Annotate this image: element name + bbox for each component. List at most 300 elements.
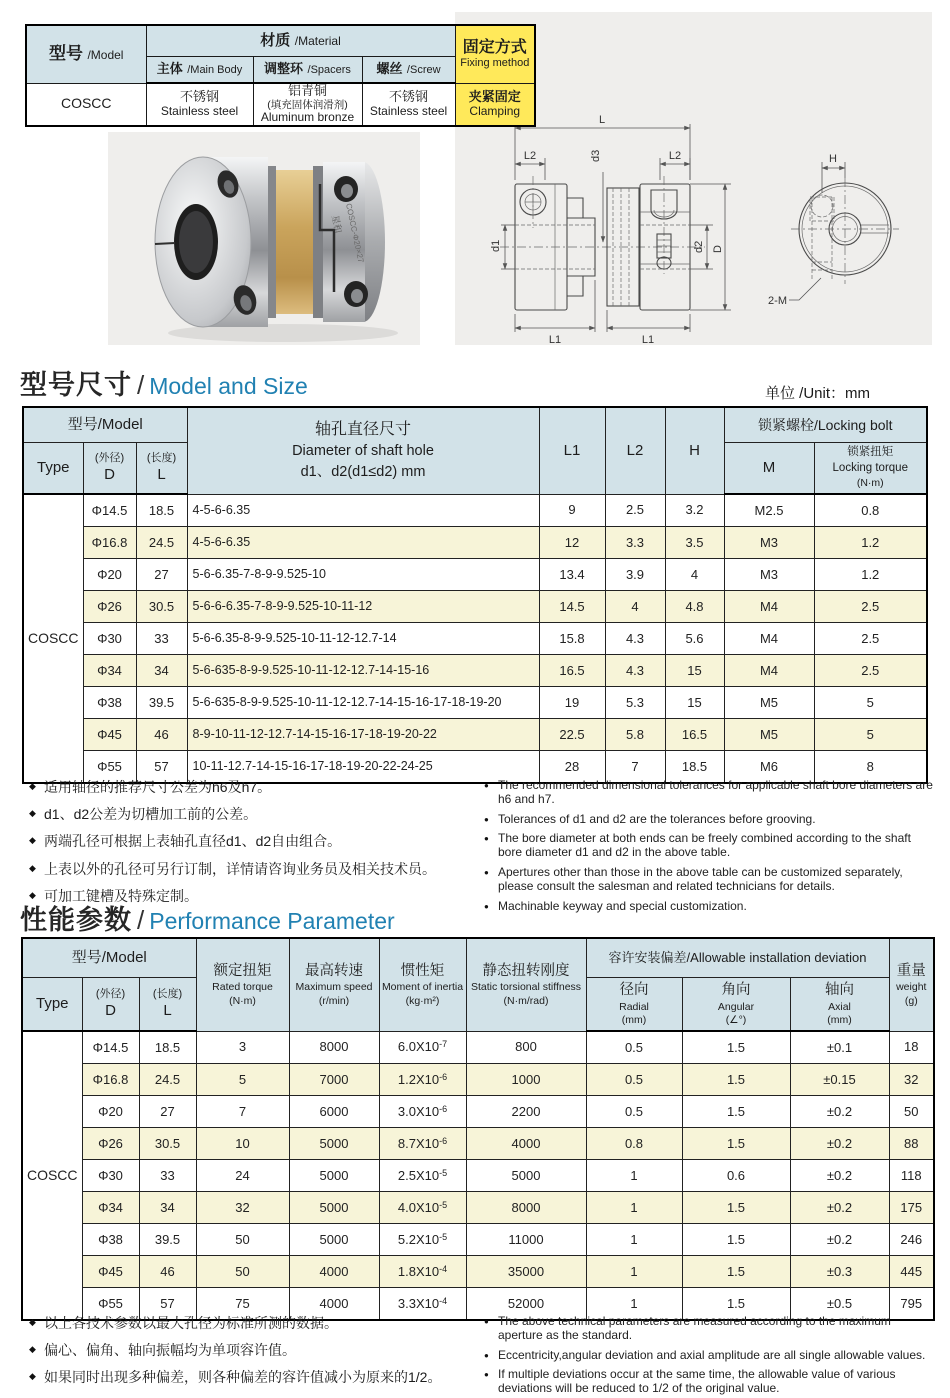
size-table-body (23, 494, 927, 783)
model-value-cell (26, 83, 146, 126)
perf-radial-cell: 0.5 (586, 1031, 682, 1064)
inertia-exponent: -4 (439, 1295, 448, 1306)
inertia-exponent: -5 (439, 1231, 448, 1242)
size-bores-cell: 5-6-635-8-9-9.525-10-11-12-12.7-14-15-16-17-18-19-20 (187, 687, 539, 719)
size-torque-cell: 5 (814, 719, 927, 751)
size-l-cell: 46 (136, 719, 187, 751)
inertia-en: Moment of inertia (381, 981, 464, 994)
perf-axial-cell: ±0.2 (790, 1160, 889, 1192)
dim-label-d2: d2 (693, 240, 705, 253)
inertia-exponent: -7 (439, 1039, 448, 1050)
inertia-exponent: -6 (439, 1135, 448, 1146)
perf-table-row (22, 1256, 934, 1288)
perf-torque-cell: 24 (196, 1160, 289, 1192)
perf-l-cell: 24.5 (139, 1064, 196, 1096)
perf-torque-cell: 7 (196, 1096, 289, 1128)
dim-label-2M: 2-M (768, 295, 787, 307)
dim-label-L2-right: L2 (668, 150, 682, 162)
size-l-cell: 24.5 (136, 527, 187, 559)
perf-radial-cell: 1 (586, 1192, 682, 1224)
perf-inertia-cell: $1.8X10^{-4}$ (379, 1256, 466, 1288)
size-model-group-header: 型号/Model (23, 407, 187, 443)
coupling-groove-left (268, 166, 276, 318)
size-bores-cell: 8-9-10-11-12-12.7-14-15-16-17-18-19-20-22 (187, 719, 539, 751)
size-l2-cell: 7 (605, 751, 665, 784)
size-table-row (23, 655, 927, 687)
perf-axial-cell: ±0.15 (790, 1064, 889, 1096)
angular-en: Angular (717, 1000, 755, 1013)
screw-value-cell (362, 83, 455, 126)
inertia-exponent: -6 (439, 1103, 448, 1114)
stiffness-cn: 静态扭转刚度 (482, 962, 570, 979)
perf-inertia-cell: $4.0X10^{-5}$ (379, 1192, 466, 1224)
perf-d-cell: Φ30 (82, 1160, 139, 1192)
side-view (490, 114, 731, 345)
spacers-value-cell (253, 83, 362, 126)
size-h-cell: 16.5 (665, 719, 724, 751)
inertia-header (379, 938, 466, 1031)
perf-stiffness-cell: 8000 (466, 1192, 586, 1224)
perf-axial-cell: ±0.5 (790, 1288, 889, 1321)
note-item: ◆ 适用轴径的推荐尺寸公差为h6及h7。 (28, 778, 473, 796)
size-table-row (23, 559, 927, 591)
material-header-cn: 材质 (260, 31, 291, 49)
size-torque-cell: 1.2 (814, 527, 927, 559)
perf-stiffness-cell: 11000 (466, 1224, 586, 1256)
perf-table-body (22, 1031, 934, 1320)
shaft-hole-cn: 轴孔直径尺寸 (314, 421, 411, 439)
stiffness-en: Static torsional stiffness (470, 981, 582, 994)
perf-inertia-cell: $2.5X10^{-5}$ (379, 1160, 466, 1192)
size-l2-cell: 3.3 (605, 527, 665, 559)
perf-d-cell: Φ34 (82, 1192, 139, 1224)
screw-en: Stainless steel (369, 103, 448, 118)
size-l2-header: L2 (605, 407, 665, 494)
perf-inertia-cell: $5.2X10^{-5}$ (379, 1224, 466, 1256)
size-m-cell: M3 (724, 559, 814, 591)
perf-table-row (22, 1224, 934, 1256)
size-h-cell: 4 (665, 559, 724, 591)
size-title-cn: 型号尺寸 (20, 370, 132, 400)
size-d-cell: Φ55 (83, 751, 136, 784)
d-header-letter: D (104, 465, 115, 483)
size-torque-cell: 2.5 (814, 655, 927, 687)
model-header-cell (26, 25, 146, 83)
material-table (25, 24, 536, 127)
weight-header (889, 938, 934, 1031)
inertia-unit: (kg·m²) (405, 994, 440, 1007)
rated-torque-header (196, 938, 289, 1031)
size-table-row (23, 527, 927, 559)
perf-angular-cell: 1.5 (682, 1064, 790, 1096)
main-body-cn: 不锈钢 (179, 89, 219, 105)
note-item: ◆ 如果同时出现多种偏差，则各种偏差的容许值减小为原来的1/2。 (28, 1368, 473, 1386)
perf-stiffness-cell: 35000 (466, 1256, 586, 1288)
fixing-en: Clamping (469, 103, 521, 118)
radial-cn: 径向 (619, 982, 649, 999)
note-item: ● Eccentricity,angular deviation and axial amplitude are all single allowable values. (482, 1349, 934, 1363)
size-torque-cell: 2.5 (814, 623, 927, 655)
perf-stiffness-cell: 1000 (466, 1064, 586, 1096)
axial-header (790, 978, 889, 1032)
size-d-header (83, 443, 136, 495)
main-body-header-cell (146, 57, 253, 84)
size-torque-cell: 8 (814, 751, 927, 784)
size-m-cell: M4 (724, 623, 814, 655)
perf-section-title (20, 898, 395, 937)
radial-header (586, 978, 682, 1032)
perf-d-cell: Φ16.8 (82, 1064, 139, 1096)
perf-l-cell: 46 (139, 1256, 196, 1288)
size-bores-cell: 5-6-635-8-9-9.525-10-11-12-12.7-14-15-16 (187, 655, 539, 687)
locking-torque-cn: 锁紧扭矩 (847, 446, 894, 459)
perf-axial-cell: ±0.3 (790, 1256, 889, 1288)
note-item: ◆ d1、d2公差为切槽加工前的公差。 (28, 805, 473, 823)
size-bores-cell: 4-5-6-6.35 (187, 527, 539, 559)
size-h-cell: 15 (665, 687, 724, 719)
note-item: ◆ 以上各技术参数以最大孔径为标准所测的数据。 (28, 1314, 473, 1332)
perf-axial-cell: ±0.2 (790, 1128, 889, 1160)
material-header-en: /Material (294, 33, 341, 48)
perf-stiffness-cell: 800 (466, 1031, 586, 1064)
screw-header-cell (362, 57, 455, 84)
note-item: ● Machinable keyway and special customization. (482, 900, 934, 914)
type-value-cell: COSCC (22, 1031, 82, 1320)
size-l2-cell: 5.8 (605, 719, 665, 751)
note-item: ◆ 偏心、偏角、轴向振幅均为单项容许值。 (28, 1341, 473, 1359)
perf-notes-en-list (482, 1315, 934, 1396)
inertia-exponent: -4 (439, 1263, 448, 1274)
size-table-row (23, 623, 927, 655)
perf-torque-cell: 10 (196, 1128, 289, 1160)
size-l1-header: L1 (539, 407, 605, 494)
spacers-en: Aluminum bronze (260, 110, 355, 124)
size-d-cell: Φ14.5 (83, 494, 136, 527)
size-l-cell: 34 (136, 655, 187, 687)
size-l-cell: 39.5 (136, 687, 187, 719)
size-d-cell: Φ34 (83, 655, 136, 687)
size-m-header: M (724, 443, 814, 495)
perf-weight-cell: 175 (889, 1192, 934, 1224)
axial-cn: 轴向 (825, 982, 855, 999)
perf-table-row (22, 1128, 934, 1160)
perf-weight-cell: 246 (889, 1224, 934, 1256)
dim-label-d1: d1 (490, 239, 502, 252)
size-l2-cell: 3.9 (605, 559, 665, 591)
perf-d-cell: Φ20 (82, 1096, 139, 1128)
model-header-en: /Model (87, 48, 124, 63)
type-value-cell: COSCC (23, 494, 83, 783)
dim-label-L: L (598, 114, 606, 126)
product-photo (108, 132, 420, 345)
spacers-header-en: /Spacers (307, 64, 351, 77)
perf-weight-cell: 445 (889, 1256, 934, 1288)
perf-weight-cell: 32 (889, 1064, 934, 1096)
perf-d-header (82, 978, 139, 1032)
perf-stiffness-cell: 2200 (466, 1096, 586, 1128)
size-l-cell: 33 (136, 623, 187, 655)
perf-angular-cell: 1.5 (682, 1031, 790, 1064)
shaft-hole-range: d1、d2(d1≤d2) mm (300, 463, 426, 480)
perf-d-cell: Φ38 (82, 1224, 139, 1256)
coupling-photo-illustration (108, 132, 420, 345)
note-item: ◆ 两端孔径可根据上表轴孔直径d1、d2自由组合。 (28, 832, 473, 850)
perf-weight-cell: 18 (889, 1031, 934, 1064)
perf-notes-cn-list (28, 1314, 473, 1387)
perf-angular-cell: 1.5 (682, 1192, 790, 1224)
locking-torque-header (814, 443, 927, 495)
perf-weight-cell: 50 (889, 1096, 934, 1128)
perf-angular-cell: 1.5 (682, 1128, 790, 1160)
coupling-bore-inner (179, 211, 213, 273)
size-l2-cell: 4.3 (605, 623, 665, 655)
perf-axial-cell: ±0.2 (790, 1096, 889, 1128)
dim-label-H: H (829, 153, 837, 165)
size-table-row (23, 494, 927, 527)
model-header-cn: 型号 (49, 44, 83, 64)
perf-notes-en (482, 1315, 934, 1398)
perf-torque-cell: 32 (196, 1192, 289, 1224)
perf-table (21, 937, 935, 1321)
unit-label: 单位 /Unit：mm (765, 385, 871, 402)
size-m-cell: M3 (724, 527, 814, 559)
photo-model-engraving: COSCC-Φ20×27 (344, 202, 366, 264)
dim-label-L1-right: L1 (641, 334, 655, 345)
size-l1-cell: 16.5 (539, 655, 605, 687)
locking-bolt-group-header: 锁紧螺栓/Locking bolt (724, 407, 927, 443)
axial-unit: (mm) (827, 1014, 852, 1027)
perf-axial-cell: ±0.2 (790, 1224, 889, 1256)
fixing-header-cn: 固定方式 (462, 38, 527, 56)
weight-cn: 重量 (896, 962, 926, 979)
perf-speed-cell: 5000 (289, 1224, 379, 1256)
perf-title-separator: / (137, 905, 145, 935)
perf-l-cell: 18.5 (139, 1031, 196, 1064)
perf-speed-cell: 7000 (289, 1064, 379, 1096)
perf-stiffness-cell: 5000 (466, 1160, 586, 1192)
perf-inertia-cell: $8.7X10^{-6}$ (379, 1128, 466, 1160)
perf-type-header: Type (22, 978, 82, 1032)
size-l-cell: 18.5 (136, 494, 187, 527)
size-l2-cell: 2.5 (605, 494, 665, 527)
size-l1-cell: 9 (539, 494, 605, 527)
perf-angular-cell: 1.5 (682, 1224, 790, 1256)
perf-l-header-letter: L (163, 1001, 172, 1019)
perf-table-row (22, 1192, 934, 1224)
fixing-cn: 夹紧固定 (468, 88, 521, 104)
l-header-cn: (长度) (146, 452, 177, 465)
weight-en: weight (896, 981, 927, 994)
size-shaft-hole-header (187, 407, 539, 494)
perf-d-header-cn: (外径) (95, 988, 126, 1001)
spacers-header-cell (253, 57, 362, 84)
size-h-cell: 3.5 (665, 527, 724, 559)
main-body-en: Stainless steel (160, 103, 239, 118)
perf-torque-cell: 3 (196, 1031, 289, 1064)
angular-cn: 角向 (721, 982, 751, 999)
stiffness-unit: (N·m/rad) (503, 994, 549, 1007)
axial-en: Axial (828, 1000, 851, 1013)
angular-unit: (∠°) (725, 1014, 747, 1027)
size-l2-cell: 4.3 (605, 655, 665, 687)
size-bores-cell: 5-6-6.35-7-8-9-9.525-10 (187, 559, 539, 591)
perf-l-header (139, 978, 196, 1032)
photo-brand-engraving: 星和 (330, 214, 344, 235)
size-l-cell: 27 (136, 559, 187, 591)
perf-axial-cell: ±0.2 (790, 1192, 889, 1224)
perf-radial-cell: 1 (586, 1160, 682, 1192)
stiffness-header (466, 938, 586, 1031)
perf-l-cell: 57 (139, 1288, 196, 1321)
size-h-cell: 15 (665, 655, 724, 687)
inertia-exponent: -6 (439, 1071, 448, 1082)
perf-title-cn: 性能参数 (20, 905, 132, 935)
l-header-letter: L (157, 465, 166, 483)
size-bores-cell: 5-6-6-6.35-7-8-9-9.525-10-11-12 (187, 591, 539, 623)
perf-l-cell: 34 (139, 1192, 196, 1224)
perf-speed-cell: 5000 (289, 1192, 379, 1224)
size-notes-cn-list (28, 778, 473, 905)
size-notes-en-list (482, 779, 934, 913)
perf-d-cell: Φ55 (82, 1288, 139, 1321)
shaft-hole-en: Diameter of shaft hole (292, 443, 434, 460)
size-torque-cell: 1.2 (814, 559, 927, 591)
dim-label-d3: d3 (590, 149, 602, 162)
screw-cn: 不锈钢 (389, 89, 429, 105)
perf-table-row (22, 1160, 934, 1192)
note-item: ● The above technical parameters are measured according to the maximum aperture as the standard. (482, 1315, 934, 1343)
size-m-cell: M5 (724, 687, 814, 719)
perf-table-row (22, 1064, 934, 1096)
perf-table-row (22, 1031, 934, 1064)
perf-speed-cell: 6000 (289, 1096, 379, 1128)
note-item: ◆ 可加工键槽及特殊定制。 (28, 887, 473, 905)
perf-speed-cell: 5000 (289, 1160, 379, 1192)
perf-radial-cell: 0.5 (586, 1096, 682, 1128)
model-value: COSCC (60, 94, 112, 111)
main-body-header-cn: 主体 (156, 61, 183, 77)
inertia-exponent: -5 (439, 1167, 448, 1178)
size-l1-cell: 14.5 (539, 591, 605, 623)
note-item: ◆ 上表以外的孔径可另行订制，详情请咨询业务员及相关技术员。 (28, 860, 473, 878)
size-m-cell: M4 (724, 591, 814, 623)
note-item: ● Apertures other than those in the above table can be customized separately, please consult the salesman and related technicians for details. (482, 866, 934, 894)
size-torque-cell: 0.8 (814, 494, 927, 527)
perf-axial-cell: ±0.1 (790, 1031, 889, 1064)
size-d-cell: Φ16.8 (83, 527, 136, 559)
perf-d-cell: Φ26 (82, 1128, 139, 1160)
perf-torque-cell: 75 (196, 1288, 289, 1321)
rated-torque-en: Rated torque (212, 981, 273, 994)
perf-table-row (22, 1096, 934, 1128)
material-header-cell (146, 25, 455, 57)
size-table (22, 406, 928, 784)
perf-l-cell: 39.5 (139, 1224, 196, 1256)
spacers-cn: 铝青铜 (287, 83, 327, 98)
size-l-header (136, 443, 187, 495)
size-table-row (23, 591, 927, 623)
size-table-row (23, 719, 927, 751)
size-m-cell: M4 (724, 655, 814, 687)
size-torque-cell: 5 (814, 687, 927, 719)
size-l1-cell: 22.5 (539, 719, 605, 751)
spacers-header-cn: 调整环 (264, 61, 304, 77)
perf-stiffness-cell: 52000 (466, 1288, 586, 1321)
size-bores-cell: 4-5-6-6.35 (187, 494, 539, 527)
perf-inertia-cell: $6.0X10^{-7}$ (379, 1031, 466, 1064)
perf-inertia-cell: $3.0X10^{-6}$ (379, 1096, 466, 1128)
perf-l-cell: 33 (139, 1160, 196, 1192)
perf-angular-cell: 0.6 (682, 1160, 790, 1192)
perf-weight-cell: 88 (889, 1128, 934, 1160)
perf-speed-cell: 5000 (289, 1128, 379, 1160)
perf-radial-cell: 1 (586, 1224, 682, 1256)
perf-torque-cell: 50 (196, 1256, 289, 1288)
radial-unit: (mm) (621, 1014, 647, 1027)
size-l1-cell: 28 (539, 751, 605, 784)
inertia-cn: 惯性矩 (400, 962, 445, 979)
size-type-header: Type (23, 443, 83, 495)
perf-angular-cell: 1.5 (682, 1288, 790, 1321)
perf-stiffness-cell: 4000 (466, 1128, 586, 1160)
size-notes-cn (28, 778, 473, 914)
dim-label-L2-left: L2 (523, 150, 537, 162)
size-m-cell: M5 (724, 719, 814, 751)
max-speed-cn: 最高转速 (305, 962, 363, 979)
rated-torque-cn: 额定扭矩 (213, 962, 272, 979)
size-d-cell: Φ45 (83, 719, 136, 751)
size-l1-cell: 13.4 (539, 559, 605, 591)
note-item: ● If multiple deviations occur at the same time, the allowable value of various deviations will be reduced to 1/2 of the original value. (482, 1368, 934, 1396)
right-screw-bottom (351, 289, 363, 303)
perf-inertia-cell: $3.3X10^{-4}$ (379, 1288, 466, 1321)
perf-l-cell: 27 (139, 1096, 196, 1128)
max-speed-header (289, 938, 379, 1031)
size-title-separator: / (137, 370, 145, 400)
size-l-cell: 57 (136, 751, 187, 784)
spacers-note: (填充固体润滑剂) (267, 98, 348, 111)
rated-torque-unit: (N·m) (229, 994, 256, 1007)
size-section-title (20, 363, 308, 402)
perf-notes-cn (28, 1314, 473, 1396)
perf-radial-cell: 0.5 (586, 1064, 682, 1096)
size-d-cell: Φ20 (83, 559, 136, 591)
max-speed-unit: (r/min) (318, 994, 350, 1007)
main-body-value-cell (146, 83, 253, 126)
perf-title-en: Performance Parameter (149, 908, 395, 934)
fixing-value-cell (455, 83, 535, 126)
size-bores-cell: 5-6-6.35-8-9-9.525-10-11-12-12.7-14 (187, 623, 539, 655)
perf-speed-cell: 4000 (289, 1256, 379, 1288)
fixing-header-en: Fixing method (460, 57, 530, 70)
note-item: ● The bore diameter at both ends can be freely combined according to the shaft bore diameter d1 and d2 in the above table. (482, 832, 934, 860)
perf-radial-cell: 1 (586, 1288, 682, 1321)
size-torque-cell: 2.5 (814, 591, 927, 623)
max-speed-en: Maximum speed (295, 981, 373, 994)
size-l2-cell: 4 (605, 591, 665, 623)
perf-d-cell: Φ14.5 (82, 1031, 139, 1064)
note-item: ● The recommended dimensional tolerances for applicable shaft bore diameters are h6 and h7. (482, 779, 934, 807)
clamp-slit (155, 243, 175, 244)
perf-weight-cell: 118 (889, 1160, 934, 1192)
locking-torque-en: Locking torque (832, 461, 908, 474)
coupling-groove-right (313, 166, 323, 318)
inertia-exponent: -5 (439, 1199, 448, 1210)
size-h-cell: 18.5 (665, 751, 724, 784)
right-screw-top (341, 184, 353, 198)
perf-torque-cell: 5 (196, 1064, 289, 1096)
dim-label-D: D (712, 245, 724, 253)
